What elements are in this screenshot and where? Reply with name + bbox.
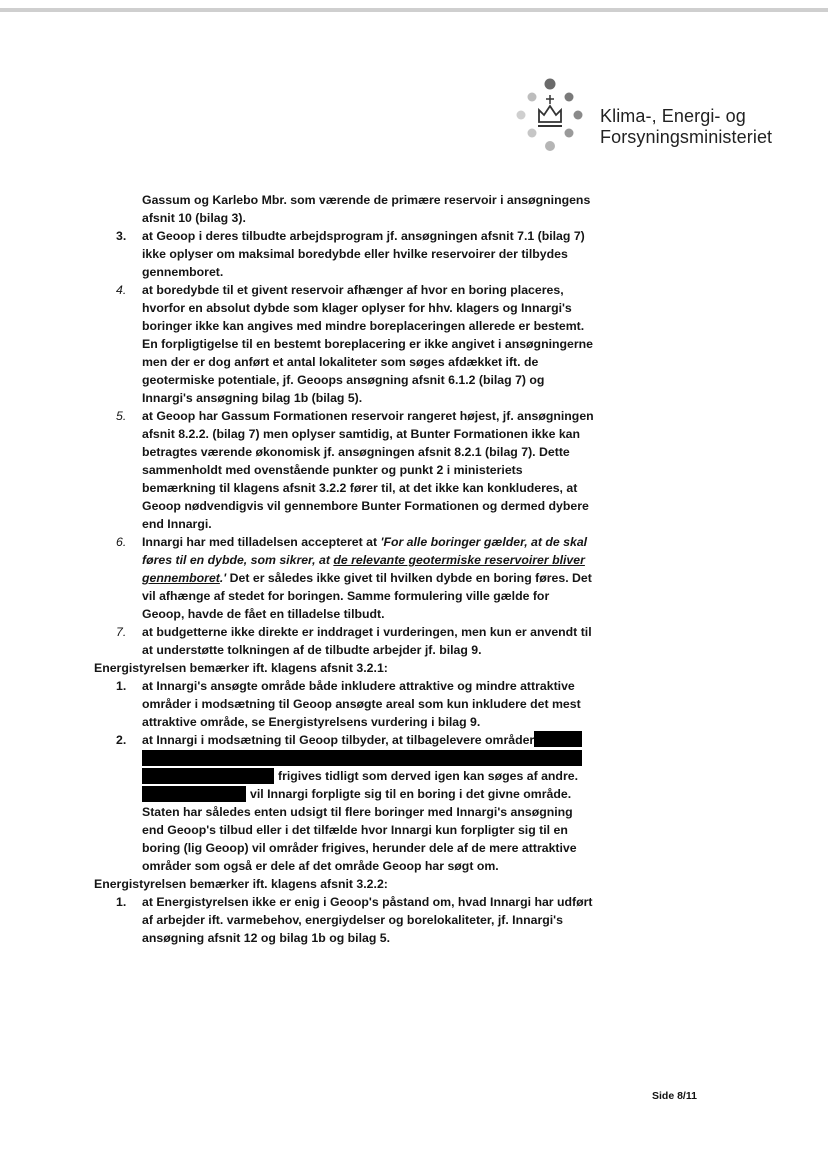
list-text-rest: Det er således ikke givet til hvilken dybde en boring føres. Det vil afhænge af stedet for boringen. Samme formulering ville gælde for Geoop, havde de fået en tilladelse tilbudt. (142, 571, 592, 621)
list-item-5 (94, 407, 594, 533)
list-number: 6. (116, 535, 127, 549)
list-item-1 (94, 677, 594, 731)
quoted-condition: 'For alle boringer gælder, at de skal føres til en dybde, som sikrer, at (142, 535, 588, 567)
list-item-4 (94, 281, 594, 407)
quoted-condition-underlined: de relevante geotermiske reservoirer bliver gennemboret (142, 553, 585, 585)
list-section-3-2-1 (94, 677, 594, 875)
list-text-part2: frigives tidligt som derved igen kan søges af andre. (278, 769, 578, 783)
list-section-3-2-2 (94, 893, 594, 947)
ministry-logo (508, 70, 808, 166)
list-item-7 (94, 623, 594, 659)
list-text: at Innargi's ansøgte område både inkludere attraktive og mindre attraktive områder i modsætning til Geoop ansøgte areal som kun inkludere det mest attraktive område, se Energistyrelsens vurdering i bilag 9. (142, 679, 581, 729)
list-text: at Geoop har Gassum Formationen reservoir rangeret højest, jf. ansøgningen afsnit 8.2.2. (bilag 7) men oplyser samtidig, at Bunter Formationen ikke kan betragtes værende økonomisk jf. ansøgningen afsnit 8.2.1 (bilag 7). Dette sammenholdt med ovenstående punkter og punkt 2 i ministeriets bemærkning til klagens afsnit 3.2.2 fører til, at det ikke kan konkluderes, at Geoop nødvendigvis vil gennembore Bunter Formationen og dermed dybere end Innargi. (142, 409, 594, 531)
list-number: 1. (116, 679, 127, 693)
redaction-block (534, 731, 582, 747)
page-number: Side 8/11 (652, 1090, 697, 1102)
list-text-intro: Innargi har med tilladelsen accepteret at (142, 535, 381, 549)
ministry-name-line1: Klima-, Energi- og (600, 106, 746, 126)
list-points-3-7 (94, 227, 594, 659)
scan-top-edge (0, 8, 828, 12)
list-text: at Energistyrelsen ikke er enig i Geoop's påstand om, hvad Innargi har udført af arbejder ift. varmebehov, energiydelser og borelokaliteter, jf. Innargi's ansøgning afsnit 12 og bilag 1b og bilag 5. (142, 895, 593, 945)
section-heading-3-2-1: Energistyrelsen bemærker ift. klagens afsnit 3.2.1: (94, 661, 388, 675)
quote-end: .' (219, 571, 227, 585)
ministry-name (600, 106, 772, 148)
list-text-part3: vil Innargi forpligte sig til en boring i det givne område. (250, 787, 572, 801)
document-body (94, 191, 594, 947)
list-item-2 (94, 731, 594, 875)
list-text: at boredybde til et givent reservoir afhænger af hvor en boring placeres, hvorfor en absolut dybde som klager oplyser for hhv. klagers og Innargi's boringer ikke kan angives med mindre boreplaceringen allerede er bestemt. En forpligtigelse til en bestemt boreplacering er ikke angivet i ansøgningerne men der er dog anført et antal lokaliteter som søges afdækket ift. de geotermiske potentiale, jf. Geoops ansøgning afsnit 6.1.2 (bilag 7) og Innargi's ansøgning bilag 1b (bilag 5). (142, 283, 593, 405)
intro-continuation: Gassum og Karlebo Mbr. som værende de primære reservoir i ansøgningens afsnit 10 (bilag 3). (142, 193, 591, 225)
redaction-block (142, 750, 582, 766)
list-number: 7. (116, 625, 127, 639)
list-text-part4: Staten har således enten udsigt til flere boringer med Innargi's ansøgning end Geoop's tilbud eller i det tilfælde hvor Innargi kun forpligter sig til en boring (lig Geoop) vil områder frigives, herunder dele af de mere attraktive områder som også er dele af det område Geoop har søgt om. (142, 805, 577, 873)
list-number: 3. (116, 229, 127, 243)
list-text: at Geoop i deres tilbudte arbejdsprogram jf. ansøgningen afsnit 7.1 (bilag 7) ikke oplyser om maksimal boredybde eller hvilke reservoirer der tilbydes gennemboret. (142, 229, 585, 279)
redaction-block (142, 768, 274, 784)
list-item-6 (94, 533, 594, 623)
list-item-3 (94, 227, 594, 281)
section-heading-3-2-2: Energistyrelsen bemærker ift. klagens afsnit 3.2.2: (94, 877, 388, 891)
list-item-1 (94, 893, 594, 947)
list-text-part1: at Innargi i modsætning til Geoop tilbyder, at tilbagelevere områder (142, 733, 535, 747)
ministry-name-line2: Forsyningsministeriet (600, 127, 773, 147)
list-number: 4. (116, 283, 127, 297)
list-number: 2. (116, 733, 127, 747)
list-number: 1. (116, 895, 127, 909)
list-text: at budgetterne ikke direkte er inddraget i vurderingen, men kun er anvendt til at understøtte tolkningen af de tilbudte arbejder jf. bilag 9. (142, 625, 592, 657)
crown-dots-logo-icon (508, 70, 598, 166)
redaction-block (142, 786, 246, 802)
list-number: 5. (116, 409, 127, 423)
